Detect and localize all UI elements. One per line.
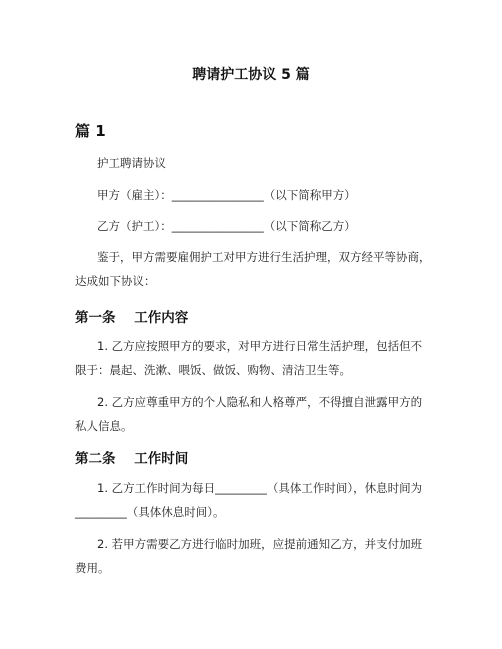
party-b-line: 乙方（护工）：________________（以下简称乙方） bbox=[97, 219, 356, 233]
article-1-item-1-line-1: 1. 乙方应按照甲方的要求，对甲方进行日常生活护理，包括但不 bbox=[97, 339, 423, 353]
document-title: 聘请护工协议 5 篇 bbox=[192, 67, 310, 83]
preamble-line-1: 鉴于，甲方需要雇佣护工对甲方进行生活护理，双方经平等协商， bbox=[97, 250, 431, 264]
agreement-name: 护工聘请协议 bbox=[97, 156, 166, 170]
article-1-heading: 第一条 工作内容 bbox=[75, 310, 189, 326]
section-heading: 篇 1 bbox=[75, 122, 106, 140]
article-2-heading: 第二条 工作时间 bbox=[75, 451, 189, 467]
article-2-item-1-line-1: 1. 乙方工作时间为每日_________（具体工作时间），休息时间为 bbox=[97, 481, 423, 495]
party-a-line: 甲方（雇主）：________________（以下简称甲方） bbox=[97, 188, 356, 202]
preamble-line-2: 达成如下协议： bbox=[75, 274, 156, 288]
article-2-item-1-line-2: _________（具体休息时间）。 bbox=[75, 505, 225, 519]
article-2-item-2-line-1: 2. 若甲方需要乙方进行临时加班，应提前通知乙方，并支付加班 bbox=[97, 537, 423, 551]
article-1-item-1-line-2: 限于：晨起、洗漱、喂饭、做饭、购物、清洁卫生等。 bbox=[75, 363, 351, 377]
article-1-item-2-line-1: 2. 乙方应尊重甲方的个人隐私和人格尊严，不得擅自泄露甲方的 bbox=[97, 395, 423, 409]
article-1-item-2-line-2: 私人信息。 bbox=[75, 419, 133, 433]
article-2-item-2-line-2: 费用。 bbox=[75, 561, 110, 575]
